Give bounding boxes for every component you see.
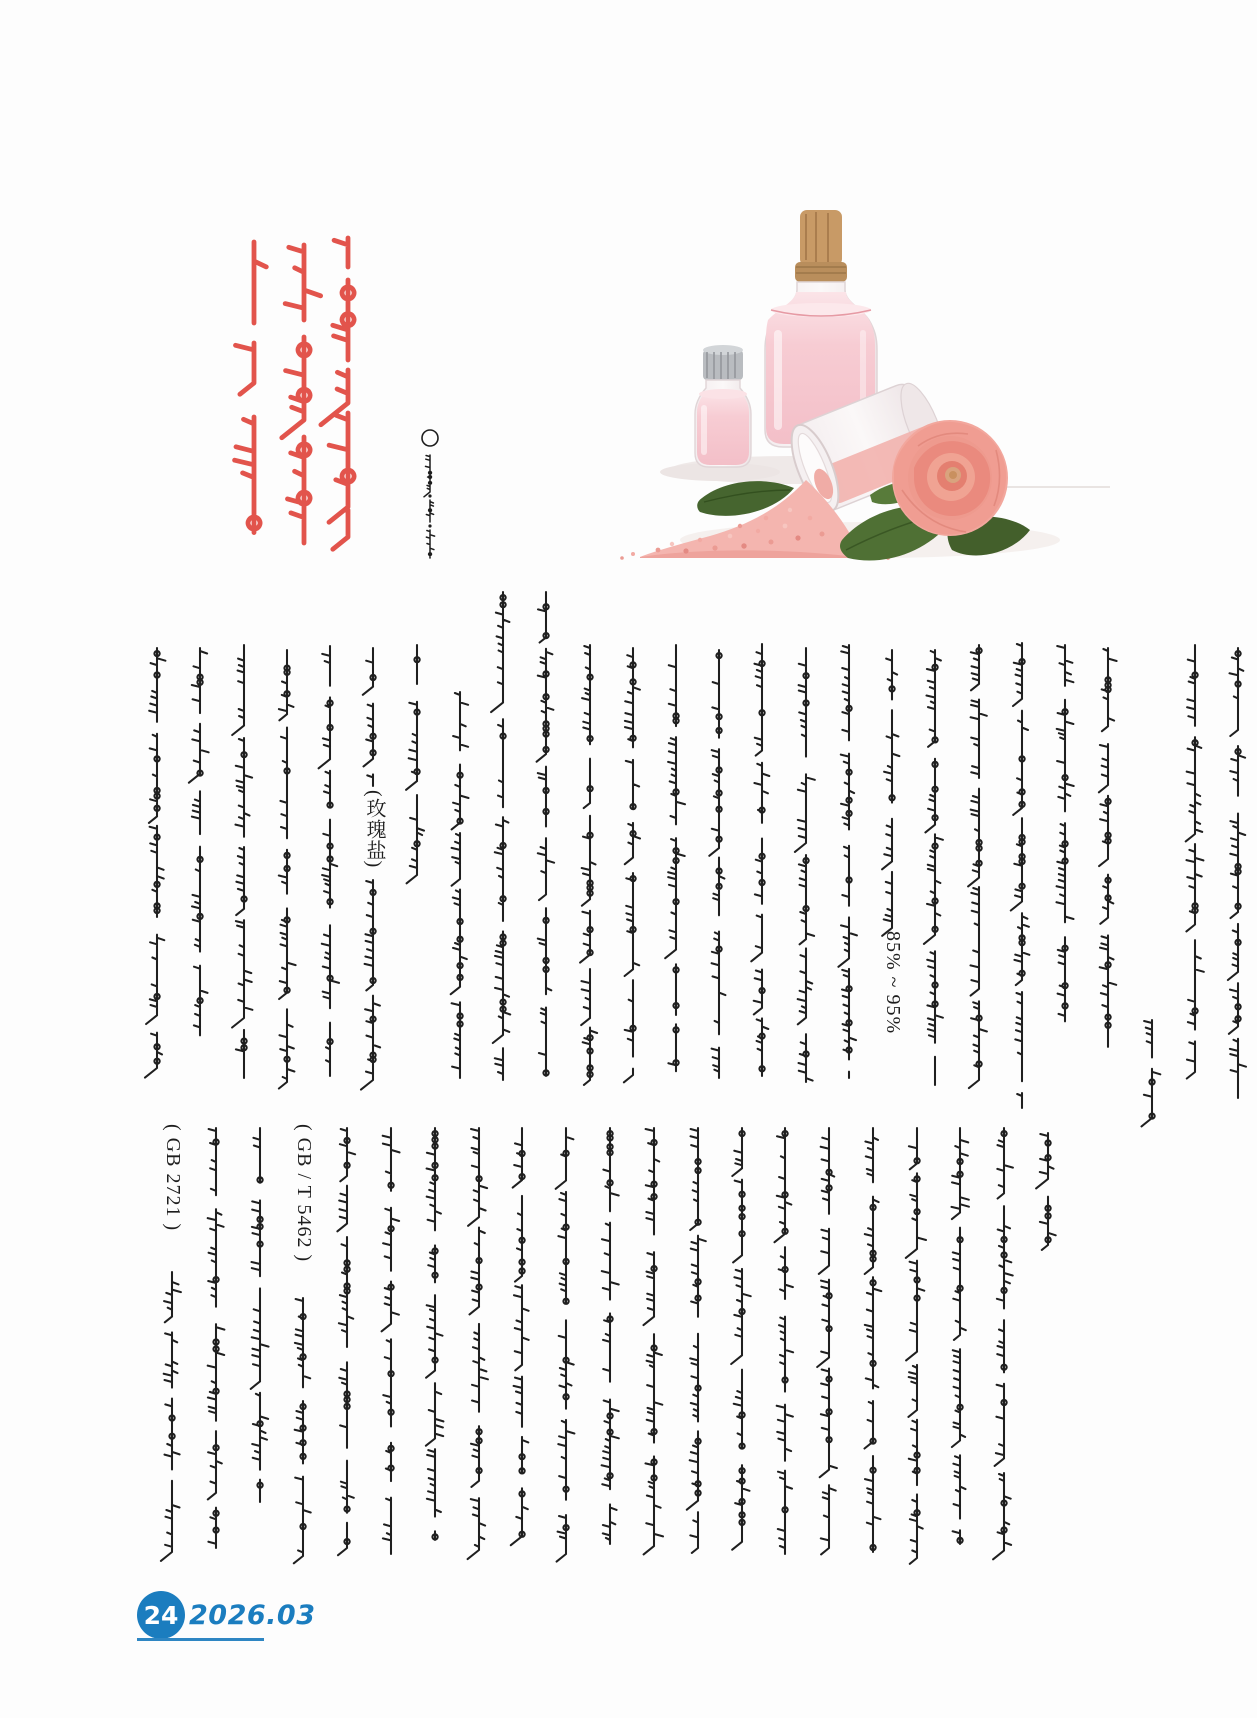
lower-text-column (382, 1128, 400, 1554)
upper-text-column (1099, 648, 1117, 1047)
upper-text-column (1011, 643, 1030, 1108)
issue-date: 2026.03 (189, 1599, 316, 1631)
upper-text-column (451, 692, 469, 1078)
lower-text-column (511, 1128, 529, 1545)
lower-text-column (337, 1128, 355, 1555)
upper-text-column (838, 645, 857, 1078)
upper-text-column (319, 646, 339, 1076)
gb-t-5462-label: ( GB / T 5462 ) (293, 1124, 315, 1263)
lower-text-column (952, 1128, 969, 1544)
lower-text-column (251, 1128, 269, 1502)
upper-text-column (665, 645, 685, 1071)
upper-text-column (1186, 645, 1204, 1079)
lower-text-column (817, 1128, 837, 1554)
lower-text-column (1036, 1133, 1056, 1250)
rose-products-photo (490, 150, 1110, 580)
upper-text-column (189, 648, 209, 1035)
upper-text-column (1057, 645, 1074, 1021)
lower-text-column (731, 1128, 751, 1550)
lower-text-column (602, 1128, 619, 1544)
byline-author-column (424, 455, 435, 558)
page-number: 24 (143, 1600, 179, 1630)
title-column (282, 245, 321, 543)
page-footer (137, 1591, 315, 1639)
byline-separator-dot (428, 524, 431, 527)
upper-text-column (751, 644, 769, 1076)
lower-text-column (906, 1128, 926, 1564)
page-number-badge (137, 1591, 185, 1639)
lower-text-column (775, 1128, 794, 1554)
upper-text-column (580, 645, 597, 1085)
lower-text-column (993, 1128, 1013, 1559)
upper-text-column (279, 650, 296, 1089)
gb-2721-label: ( GB 2721 ) (162, 1124, 184, 1232)
title-column (321, 238, 354, 549)
lower-text-column (294, 1298, 311, 1563)
lower-text-column (468, 1128, 488, 1559)
lower-text-column (208, 1128, 225, 1548)
lower-text-column (644, 1128, 664, 1554)
upper-text-column (406, 645, 424, 883)
upper-text-column (491, 592, 510, 1080)
upper-text-column (709, 650, 725, 1078)
upper-text-column (1142, 1020, 1161, 1126)
byline-marker-circle (422, 430, 438, 446)
small-bottle (695, 345, 751, 467)
footer-underline (137, 1638, 264, 1641)
title-column (235, 242, 267, 533)
upper-text-column (968, 645, 987, 1088)
lower-text-column (426, 1128, 444, 1540)
byline-separator-dot (428, 494, 431, 497)
upper-text-column (795, 648, 815, 1082)
lower-text-column (556, 1128, 575, 1562)
upper-text-column (624, 648, 640, 1082)
upper-text-column (1228, 648, 1246, 1098)
upper-text-column (924, 650, 943, 1085)
upper-text-column (537, 592, 555, 1076)
upper-text-column (145, 648, 165, 1078)
chinese-rose-salt-label: (玫瑰盐) (363, 790, 385, 869)
upper-text-column (882, 650, 899, 936)
upper-text-column (232, 645, 252, 1078)
rose-flower (892, 420, 1008, 536)
lower-text-column (687, 1128, 706, 1553)
lower-text-column (865, 1128, 882, 1552)
lower-text-column (161, 1272, 181, 1561)
percent-range-label: 85% ~ 95% (882, 931, 904, 1035)
